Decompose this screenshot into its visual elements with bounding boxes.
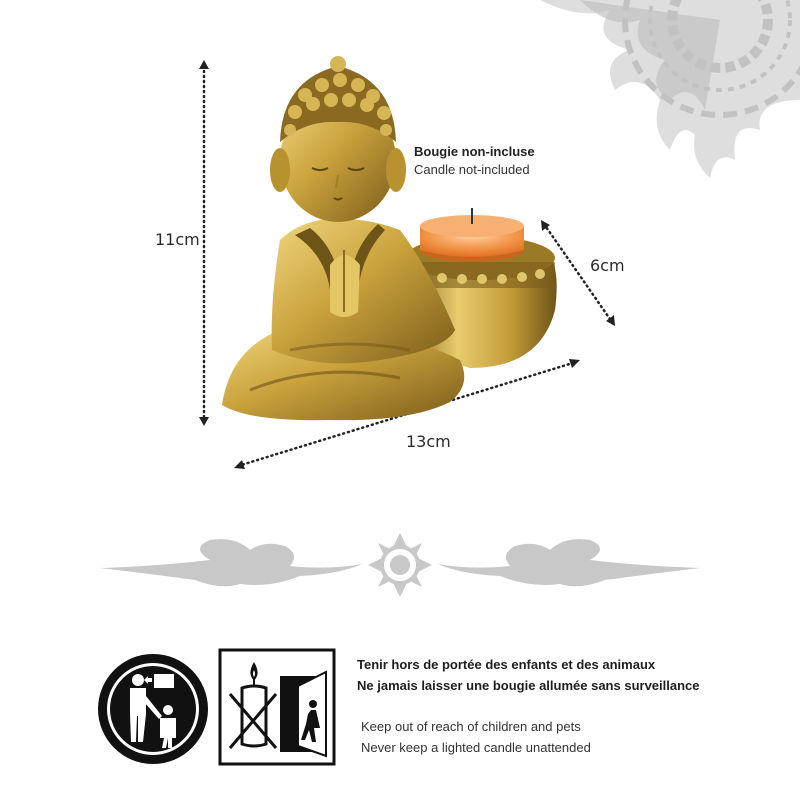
warnings-en xyxy=(361,716,591,758)
height-label: 11cm xyxy=(155,230,200,249)
width-label: 13cm xyxy=(406,432,451,451)
warning-fr-line: Tenir hors de portée des enfants et des animaux xyxy=(357,657,656,672)
depth-label: 6cm xyxy=(590,256,625,275)
unattended-candle-icon xyxy=(218,648,336,766)
buddha-figurine xyxy=(210,50,570,430)
warning-en-line: Never keep a lighted candle unattended xyxy=(361,740,591,755)
divider-ornament-icon xyxy=(100,530,700,600)
warning-fr-line: Ne jamais laisser une bougie allumée sans surveillance xyxy=(357,678,700,693)
candle-note-en: Candle not-included xyxy=(414,162,530,177)
child-safety-icon xyxy=(96,652,210,766)
warning-en-line: Keep out of reach of children and pets xyxy=(361,719,581,734)
candle-note-fr: Bougie non-incluse xyxy=(414,144,535,159)
warnings-fr xyxy=(357,654,700,696)
